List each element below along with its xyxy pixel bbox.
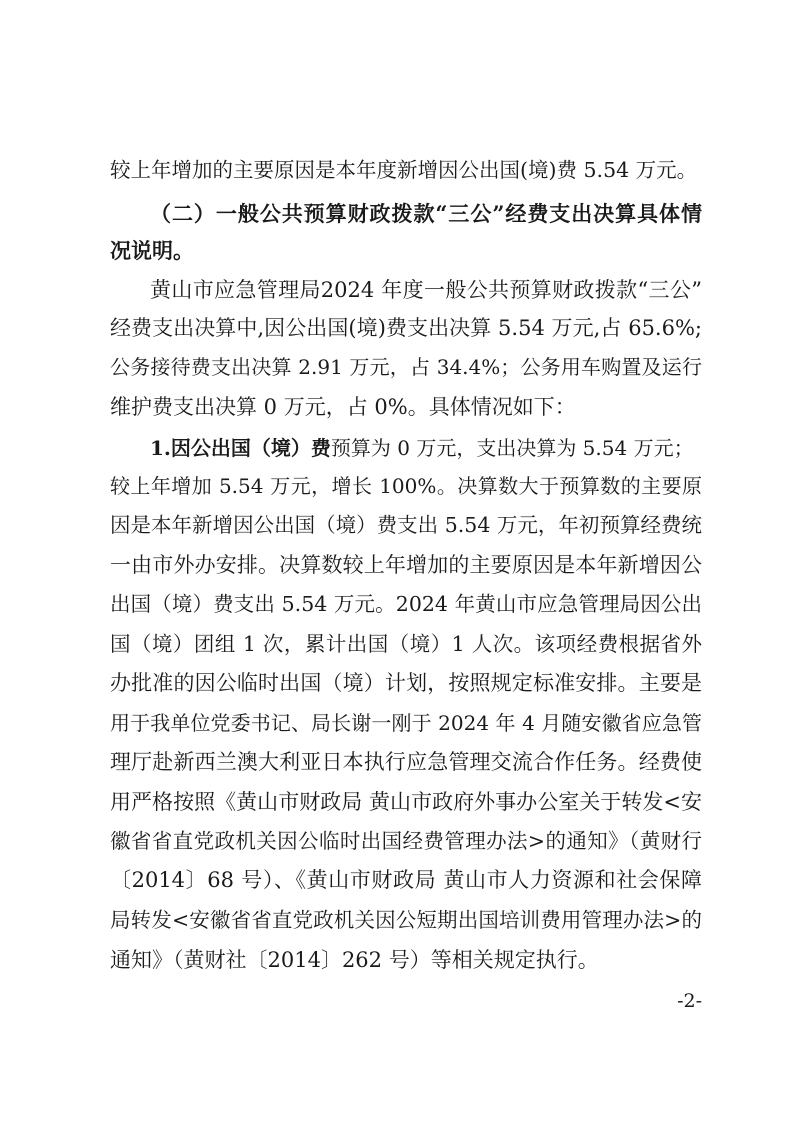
paragraph-line: 通知》（黄财社〔2014〕262 号）等相关规定执行。 [110, 948, 599, 972]
paragraph-line: 〔2014〕68 号）、《黄山市财政局 黄山市人力资源和社会保障 [110, 868, 702, 892]
paragraph-line: 国（境）团组 1 次，累计出国（境）1 人次。该项经费根据省外 [110, 632, 702, 656]
paragraph-line: 徽省省直党政机关因公临时出国经费管理办法>的通知》（黄财行 [110, 829, 702, 853]
item-first-line [150, 428, 702, 468]
item-heading: 1.因公出国（境）费 [150, 436, 331, 460]
section-heading-line: 况说明。 [110, 238, 194, 263]
paragraph-line: 办批准的因公临时出国（境）计划，按照规定标准安排。主要是 [110, 671, 702, 695]
paragraph-line: 较上年增加 5.54 万元，增长 100%。决算数大于预算数的主要原 [110, 474, 702, 498]
paragraph-line: 公务接待费支出决算 2.91 万元，占 34.4%；公务用车购置及运行 [110, 355, 702, 379]
paragraph-line: 较上年增加的主要原因是本年度新增因公出国(境)费 5.54 万元。 [110, 158, 698, 182]
page-number: -2- [677, 990, 702, 1012]
paragraph-line: 一由市外办安排。决算数较上年增加的主要原因是本年新增因公 [110, 553, 702, 577]
paragraph-line: 局转发<安徽省省直党政机关因公短期出国培训费用管理办法>的 [110, 908, 702, 932]
paragraph-line: 出国（境）费支出 5.54 万元。2024 年黄山市应急管理局因公出 [110, 592, 702, 616]
paragraph-line: 经费支出决算中,因公出国(境)费支出决算 5.54 万元,占 65.6%; [110, 316, 702, 340]
paragraph-line: 黄山市应急管理局2024 年度一般公共预算财政拨款“三公” [150, 278, 702, 302]
item-text: 预算为 0 万元，支出决算为 5.54 万元； [330, 436, 694, 460]
paragraph-line: 用于我单位党委书记、局长谢一刚于 2024 年 4 月随安徽省应急管 [110, 711, 702, 735]
paragraph-line: 维护费支出决算 0 万元，占 0%。具体情况如下： [110, 395, 576, 419]
section-heading-line: （二）一般公共预算财政拨款“三公”经费支出决算具体情 [150, 201, 702, 226]
paragraph-line: 理厅赴新西兰澳大利亚日本执行应急管理交流合作任务。经费使 [110, 750, 702, 774]
paragraph-line: 因是本年新增因公出国（境）费支出 5.54 万元，年初预算经费统 [110, 513, 702, 537]
paragraph-line: 用严格按照《黄山市财政局 黄山市政府外事办公室关于转发<安 [110, 790, 702, 814]
